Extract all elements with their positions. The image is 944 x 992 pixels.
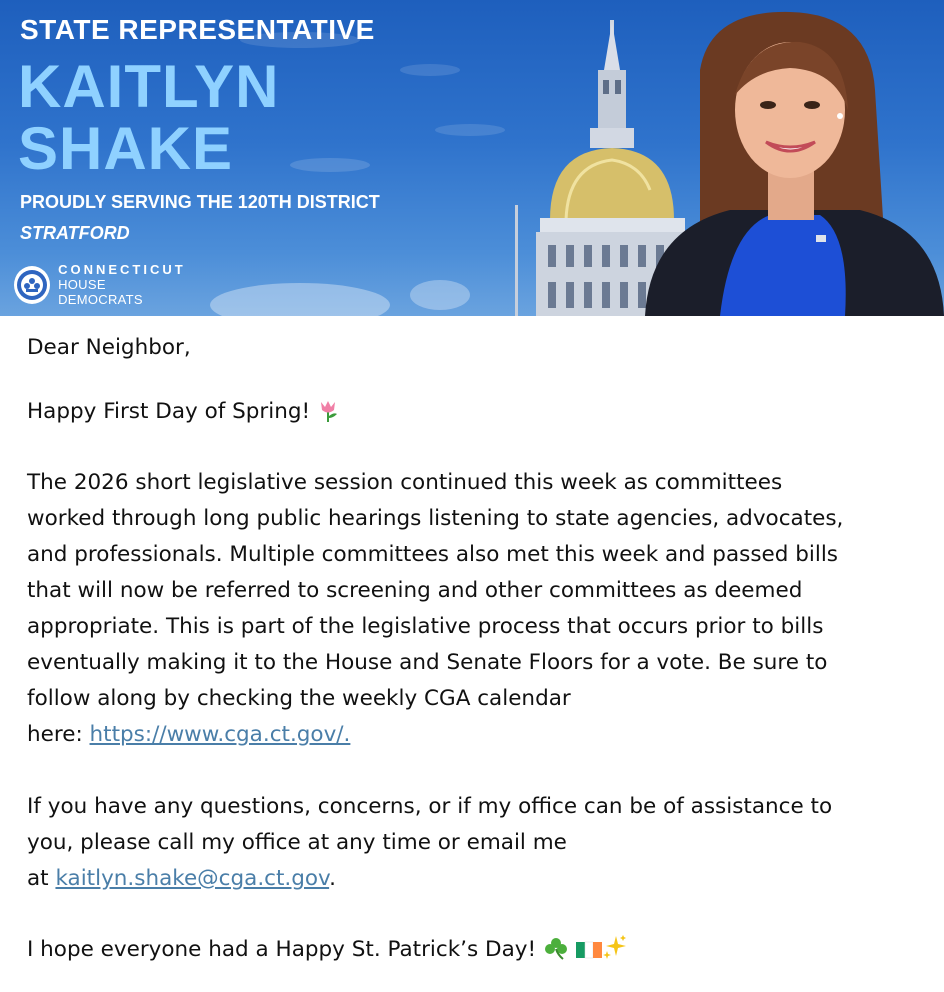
closing-text: I hope everyone had a Happy St. Patrick’s Day!	[27, 937, 537, 962]
session-paragraph	[27, 465, 927, 753]
closing-paragraph	[27, 932, 628, 972]
logo-line-2: HOUSE DEMOCRATS	[58, 277, 143, 307]
district-line: PROUDLY SERVING THE 120TH DISTRICT	[20, 192, 380, 212]
session-link-line	[27, 717, 927, 753]
session-line: and professionals. Multiple committees also met this week and passed bills	[27, 542, 838, 567]
contact-paragraph	[27, 789, 927, 897]
contact-email-line	[27, 861, 927, 897]
cga-website-link[interactable]: https://www.cga.ct.gov/.	[89, 722, 351, 747]
greeting: Dear Neighbor,	[27, 335, 191, 360]
ireland-flag-icon	[576, 936, 602, 972]
representative-portrait	[640, 0, 944, 316]
contact-line: you, please call my office at any time or email me	[27, 830, 567, 855]
logo-line-1: CONNECTICUT	[58, 262, 186, 277]
house-democrats-logo	[14, 262, 188, 307]
session-line: eventually making it to the House and Senate Floors for a vote. Be sure to	[27, 650, 828, 675]
session-line: appropriate. This is part of the legislative process that occurs prior to bills	[27, 614, 824, 639]
banner-kicker: STATE REPRESENTATIVE	[20, 14, 375, 45]
tulip-icon	[317, 398, 339, 434]
spring-paragraph	[27, 394, 339, 434]
session-line: worked through long public hearings listening to state agencies, advocates,	[27, 506, 844, 531]
header-banner	[0, 0, 944, 316]
session-line: The 2026 short legislative session continued this week as committees	[27, 470, 783, 495]
email-link[interactable]: kaitlyn.shake@cga.ct.gov	[55, 866, 330, 891]
sparkles-icon	[602, 934, 628, 972]
spring-text: Happy First Day of Spring!	[27, 399, 311, 424]
session-line: that will now be referred to screening and other committees as deemed	[27, 578, 803, 603]
representative-first-name: KAITLYN	[18, 53, 280, 120]
representative-last-name: SHAKE	[18, 115, 234, 182]
state-seal-icon	[14, 266, 50, 304]
session-line: follow along by checking the weekly CGA calendar	[27, 686, 571, 711]
at-label: at	[27, 866, 56, 891]
here-label: here:	[27, 722, 90, 747]
contact-line: If you have any questions, concerns, or if my office can be of assistance to	[27, 794, 833, 819]
shamrock-icon	[543, 936, 569, 972]
contact-period: .	[329, 866, 336, 891]
town-line: STRATFORD	[20, 223, 130, 243]
